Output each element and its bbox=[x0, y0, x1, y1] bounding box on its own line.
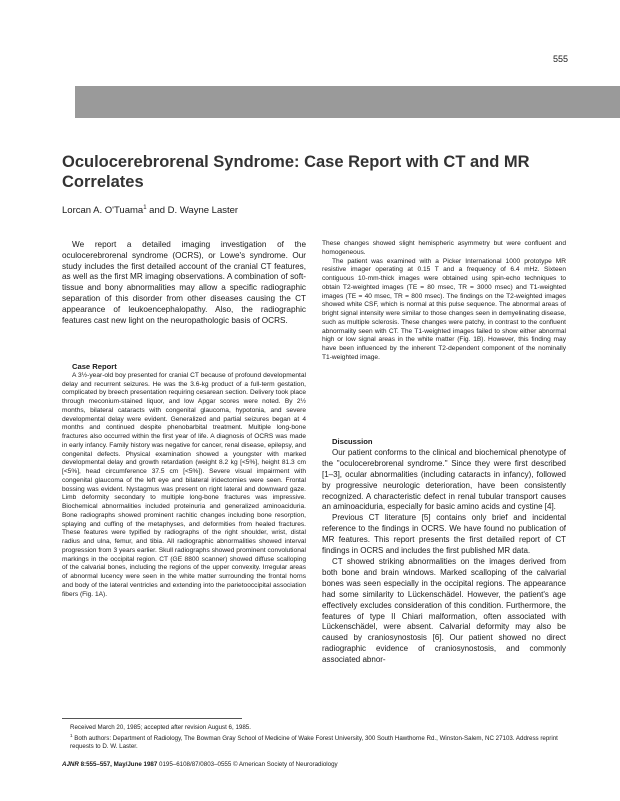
footnote-affiliation bbox=[62, 732, 572, 751]
body-paragraph: The patient was examined with a Picker International 1000 prototype MR resistive imager operating at 0.15 T and a frequency of 6.4 mHz. Sixteen contiguous 10-mm-thick images were obtained using spin-echo techniques to obtain T2-weighted images (TE = 80 msec, TR = 3000 msec) and T1-weighted images (TE = 40 msec, TR = 800 msec). The findings on the T2-weighted images showed white CSF, which is normal at this pulse sequence. The abnormal areas of bright signal intensity were similar to those changes seen in demyelinating disease, such as multiple sclerosis. These changes were patchy, in contrast to the confluent abnormality seen with CT. The T1-weighted images failed to show either abnormal high or low signal areas in the white matter (Fig. 1B). However, this finding may have been influenced by the inherent T2-dependent component of the nominally T1-weighted image. bbox=[322, 257, 566, 361]
body-paragraph: These changes showed slight hemispheric asymmetry but were confluent and homogeneous. bbox=[322, 240, 566, 256]
page-number: 555 bbox=[552, 54, 568, 64]
footnote-divider bbox=[62, 718, 242, 719]
body-paragraph: Previous CT literature [5] contains only brief and incidental reference to the findings in OCRS. We have found no publication of MR features. This report presents the first detailed report of CT findings in OCRS and includes the first published MR data. bbox=[322, 513, 566, 556]
section-heading-discussion: Discussion bbox=[332, 437, 373, 446]
journal-citation bbox=[62, 761, 572, 768]
footnote-affiliation-text: Both authors: Department of Radiology, The Bowman Gray School of Medicine of Wake Forest University, 300 South Hawthorne Rd., Winston-Salem, NC 27103. Address reprint requests to D. W. Laster. bbox=[70, 735, 558, 751]
header-banner bbox=[75, 86, 620, 118]
footnotes bbox=[62, 724, 572, 751]
case-report-section bbox=[62, 363, 306, 599]
author-name: and D. Wayne Laster bbox=[146, 205, 239, 217]
body-paragraph: A 3½-year-old boy presented for cranial CT because of profound developmental delay and recurrent seizures. He was the 3.6-kg product of a full-term gestation, complicated by breech presentation requiring cesarean section. Delivery took place through meconium-stained liquor, and low Apgar scores were noted. By 2½ months, bilateral cataracts with congenital glaucoma, hypotonia, and severe developmental delay were evident. Generalized and partial seizures began at 4 months and continued despite phenobarbital treatment. Multiple long-bone fractures also occurred within the first year of life. A diagnosis of OCRS was made in early infancy. Family history was negative for cancer, renal disease, epilepsy, and congenital defects. Physical examination showed a youngster with marked developmental delay and growth retardation (weight 8.2 kg [<5%], height 81.3 cm [<5%], head circumference 37.5 cm [<5%]). Severe visual impairment with congenital glaucoma of the left eye and bilateral iridectomies were seen. Frontal bossing was evident. Nystagmus was present on right lateral and downward gaze. Limb deformity secondary to multiple long-bone fractures was impressive. Biochemical abnormalities included proteinuria and generalized aminoaciduria. Bone radiographs showed prominent rachitic changes including bone resorption, splaying and cuffing of the metaphyses, and deformities from healed fractures. These features were typified by radiographs of the right shoulder, wrist, distal radius and ulna, femur, and tibia. All radiographic abnormalities showed interval progression from 3 years earlier. Skull radiographs showed prominent convolutional markings in the occipital region. CT (GE 8800 scanner) showed diffuse scalloping of the calvarial bones, including the regions of the upper convexity. Irregular areas of abnormal lucency were seen in the white matter surrounding the frontal horns and body of the lateral ventricles and extending into the parietooccipital association fibers (Fig. 1A). bbox=[62, 371, 306, 598]
article-title: Oculocerebrorenal Syndrome: Case Report with CT and MR Correlates bbox=[62, 153, 530, 191]
footnote-received: Received March 20, 1985; accepted after revision August 6, 1985. bbox=[70, 724, 251, 731]
author-footnote-marker: 1 bbox=[143, 205, 147, 211]
right-column-text bbox=[322, 240, 566, 363]
journal-issue: 8:555–557, May/June 1987 bbox=[78, 761, 158, 768]
body-paragraph: CT showed striking abnormalities on the images derived from both bone and brain windows. Marked scalloping of the calvarial bones was seen especially in the occipital regions. The appearance had some similarity to Lückenschädel. However, the patient's age effectively excludes consideration of this condition. Furthermore, the features of type II Chiari malformation, often associated with Lückenschädel, were absent. Calvarial deformity may also be caused by craniosynostosis [6]. Our patient showed no direct radiographic evidence of craniosynostosis, and commonly associated abnor- bbox=[322, 556, 566, 665]
discussion-section bbox=[322, 437, 566, 666]
section-heading-case-report: Case Report bbox=[72, 362, 117, 371]
body-paragraph: Our patient conforms to the clinical and biochemical phenotype of the "oculocerebrorenal syndrome." Since they were first described [1–3], ocular abnormalities (including cataracts in infancy), followed by progressive neurologic deterioration, have been consistently recognized. A characteristic defect in renal tubular transport causes an aminoaciduria, especially for basic amino acids and cystine [4]. bbox=[322, 447, 566, 512]
journal-copyright: 0195–6108/87/0803–0555 © American Society of Neuroradiology bbox=[157, 761, 338, 768]
journal-name: AJNR bbox=[62, 761, 79, 768]
authors bbox=[62, 205, 238, 216]
footnote-marker: 1 bbox=[70, 733, 73, 738]
author-name: Lorcan A. O'Tuama bbox=[62, 205, 144, 217]
abstract: We report a detailed imaging investigation of the oculocerebrorenal syndrome (OCRS), or Lowe's syndrome. Our study includes the first detailed account of the cranial CT features, as well as the first MR imaging observations. A combination of soft-tissue and bony abnormalities may allow a specific radiographic separation of this disorder from other diseases causing the CT appearance of leukoencephalopathy. Also, the radiographic features cast new light on the neuropathologic basis of OCRS. bbox=[62, 240, 306, 325]
